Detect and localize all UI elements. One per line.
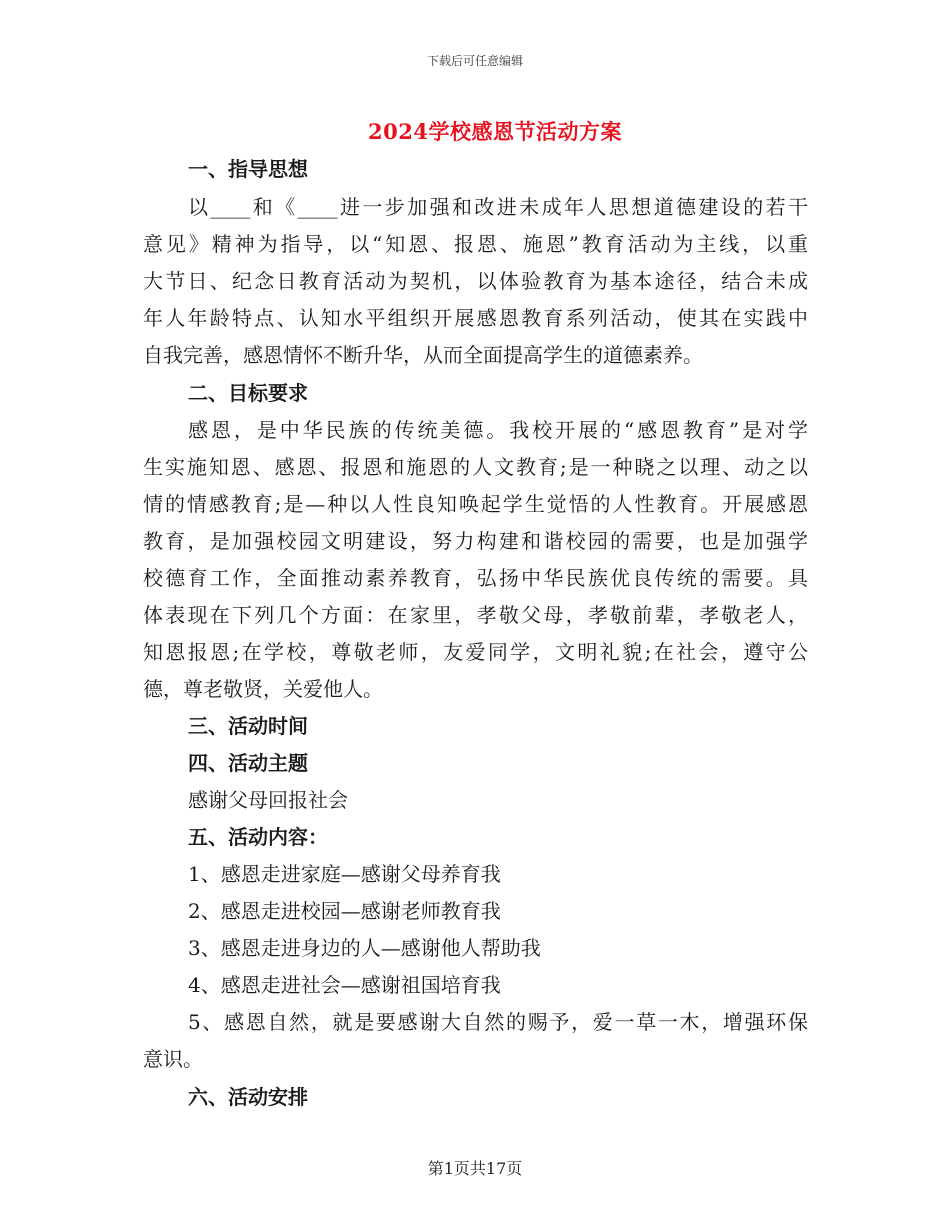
paragraph-line: 年人年龄特点、认知水平组织开展感恩教育系列活动，使其在实践中 xyxy=(143,306,808,330)
section-heading: 四、活动主题 xyxy=(188,751,308,775)
paragraph-line: 知恩报恩;在学校，尊敬老师，友爱同学，文明礼貌;在社会，遵守公 xyxy=(143,640,808,664)
document-title: 2024学校感恩节活动方案 xyxy=(368,119,622,144)
section-heading: 二、目标要求 xyxy=(188,381,308,405)
section-heading: 三、活动时间 xyxy=(188,714,308,738)
paragraph-line: 意见》精神为指导，以“知恩、报恩、施恩”教育活动为主线，以重 xyxy=(143,232,808,256)
header-note: 下载后可任意编辑 xyxy=(426,54,523,68)
list-item: 4、感恩走进社会—感谢祖国培育我 xyxy=(188,973,501,997)
page-footer: 第1页共17页 xyxy=(427,1159,523,1178)
paragraph-line: 教育，是加强校园文明建设，努力构建和谐校园的需要，也是加强学 xyxy=(143,529,808,553)
theme-text: 感谢父母回报社会 xyxy=(188,788,348,812)
list-item: 2、感恩走进校园—感谢老师教育我 xyxy=(188,899,501,923)
paragraph-line: 情的情感教育;是—种以人性良知唤起学生觉悟的人性教育。开展感恩 xyxy=(143,492,808,516)
paragraph-line: 体表现在下列几个方面：在家里，孝敬父母，孝敬前辈，孝敬老人， xyxy=(143,603,808,627)
paragraph-line: 自我完善，感恩情怀不断升华，从而全面提高学生的道德素养。 xyxy=(143,343,703,367)
section-heading: 六、活动安排 xyxy=(188,1085,308,1109)
paragraph-line: 以____和《____进一步加强和改进未成年人思想道德建设的若干 xyxy=(188,195,808,219)
list-item: 5、感恩自然，就是要感谢大自然的赐予，爱一草一木，增强环保 xyxy=(188,1010,808,1034)
paragraph-line: 校德育工作，全面推动素养教育，弘扬中华民族优良传统的需要。具 xyxy=(143,566,808,590)
list-item: 3、感恩走进身边的人—感谢他人帮助我 xyxy=(188,936,541,960)
paragraph-line: 生实施知恩、感恩、报恩和施恩的人文教育;是一种晓之以理、动之以 xyxy=(143,455,808,479)
section-heading: 五、活动内容： xyxy=(188,825,328,849)
paragraph-line: 德，尊老敬贤，关爱他人。 xyxy=(143,677,383,701)
list-item: 1、感恩走进家庭—感谢父母养育我 xyxy=(188,862,501,886)
section-heading: 一、指导思想 xyxy=(188,157,308,181)
list-item-continuation: 意识。 xyxy=(143,1047,203,1071)
paragraph-line: 大节日、纪念日教育活动为契机，以体验教育为基本途径，结合未成 xyxy=(143,269,808,293)
paragraph-line: 感恩，是中华民族的传统美德。我校开展的“感恩教育”是对学 xyxy=(188,418,808,442)
